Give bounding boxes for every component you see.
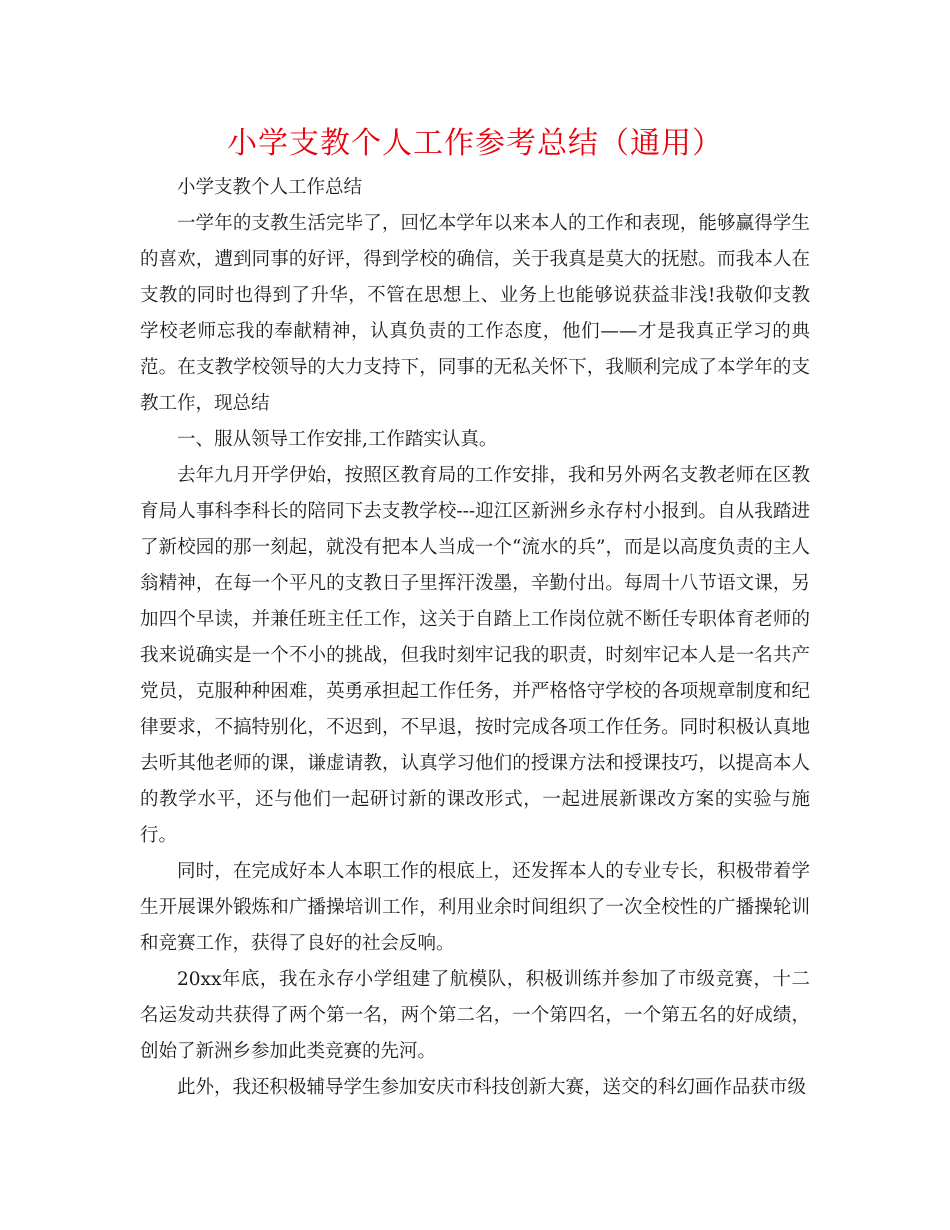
body-paragraph: 一学年的支教生活完毕了，回忆本学年以来本人的工作和表现，能够赢得学生的喜欢，遭到同事的好评，得到学校的确信，关于我真是莫大的抚慰。而我本人在支教的同时也得到了升华，不管在思想上、业务上也能够说获益非浅!我敬仰支教学校老师忘我的奉献精神，认真负责的工作态度，他们——才是我真正学习的典范。在支教学校领导的大力支持下，同事的无私关怀下，我顺利完成了本学年的支教工作，现总结 (140, 213, 811, 414)
body-paragraph: 此外，我还积极辅导学生参加安庆市科技创新大赛，送交的科幻画作品获市级 (177, 1077, 807, 1098)
section-heading: 一、服从领导工作安排,工作踏实认真。 (177, 429, 498, 450)
body-paragraph: 同时，在完成好本人本职工作的根底上，还发挥本人的专业专长，积极带着学生开展课外锻炼和广播操培训工作，利用业余时间组织了一次全校性的广播操轮训和竞赛工作，获得了良好的社会反响。 (140, 861, 810, 954)
document-body (140, 170, 810, 1106)
body-paragraph: 20xx年底，我在永存小学组建了航模队，积极训练并参加了市级竞赛，十二名运发动共获得了两个第一名，两个第二名，一个第四名，一个第五名的好成绩，创始了新洲乡参加此类竞赛的先河。 (140, 969, 810, 1062)
subtitle-paragraph: 小学支教个人工作总结 (177, 177, 363, 198)
document-title: 小学支教个人工作参考总结（通用） (227, 126, 723, 161)
body-paragraph: 去年九月开学伊始，按照区教育局的工作安排，我和另外两名支教老师在区教育局人事科李科长的陪同下去支教学校---迎江区新洲乡永存村小报到。自从我踏进了新校园的那一刻起，就没有把本人当成一个“流水的兵”，而是以高度负责的主人翁精神，在每一个平凡的支教日子里挥汗泼墨，辛勤付出。每周十八节语文课，另加四个早读，并兼任班主任工作，这关于自踏上工作岗位就不断任专职体育老师的我来说确实是一个不小的挑战，但我时刻牢记我的职责，时刻牢记本人是一名共产党员，克服种种困难，英勇承担起工作任务，并严格恪守学校的各项规章制度和纪律要求，不搞特别化，不迟到，不早退，按时完成各项工作任务。同时积极认真地去听其他老师的课，谦虚请教，认真学习他们的授课方法和授课技巧，以提高本人的教学水平，还与他们一起研讨新的课改形式，一起进展新课改方案的实验与施行。 (140, 465, 810, 846)
